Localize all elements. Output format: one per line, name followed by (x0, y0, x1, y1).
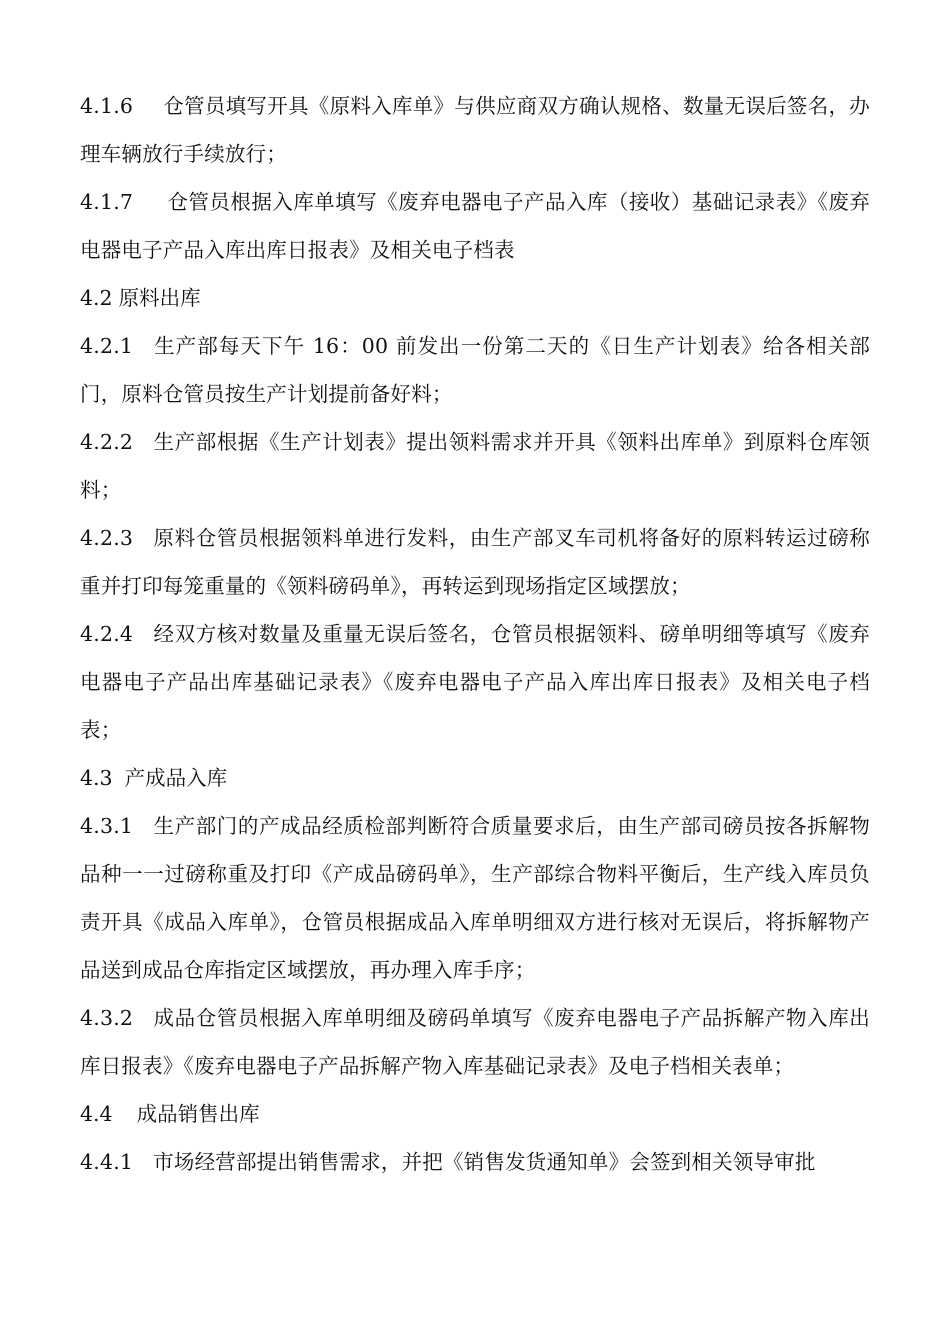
clause-number: 4.3.2 (80, 1006, 134, 1030)
clause-number: 4.2.4 (80, 622, 134, 646)
section-heading-4-2 (80, 274, 870, 322)
clause-text: 仓管员填写开具《原料入库单》与供应商双方确认规格、数量无误后签名，办理车辆放行手续放行； (80, 94, 870, 166)
clause-text: 经双方核对数量及重量无误后签名，仓管员根据领料、磅单明细等填写《废弃电器电子产品出库基础记录表》《废弃电器电子产品入库出库日报表》及相关电子档表； (80, 622, 870, 742)
paragraph-4-1-7 (80, 178, 870, 274)
clause-text: 原料仓管员根据领料单进行发料，由生产部叉车司机将备好的原料转运过磅称重并打印每笼重量的《领料磅码单》，再转运到现场指定区域摆放； (80, 526, 870, 598)
paragraph-4-2-3 (80, 514, 870, 610)
clause-text: 市场经营部提出销售需求，并把《销售发货通知单》会签到相关领导审批 (153, 1150, 816, 1174)
clause-text: 生产部每天下午 16：00 前发出一份第二天的《日生产计划表》给各相关部门，原料仓管员按生产计划提前备好料； (80, 334, 870, 406)
clause-number: 4.3.1 (80, 814, 134, 838)
section-heading-4-4 (80, 1090, 870, 1138)
clause-number: 4.1.6 (80, 94, 134, 118)
section-title: 原料出库 (118, 286, 201, 310)
clause-text: 仓管员根据入库单填写《废弃电器电子产品入库（接收）基础记录表》《废弃电器电子产品入库出库日报表》及相关电子档表 (80, 190, 870, 262)
paragraph-4-1-6 (80, 82, 870, 178)
clause-text: 成品仓管员根据入库单明细及磅码单填写《废弃电器电子产品拆解产物入库出库日报表》《废弃电器电子产品拆解产物入库基础记录表》及电子档相关表单； (80, 1006, 870, 1078)
clause-number: 4.2.3 (80, 526, 134, 550)
paragraph-4-4-1 (80, 1138, 870, 1186)
section-number: 4.2 (80, 286, 113, 310)
section-number: 4.3 (80, 766, 113, 790)
clause-number: 4.2.1 (80, 334, 134, 358)
clause-text: 生产部门的产成品经质检部判断符合质量要求后，由生产部司磅员按各拆解物品种一一过磅称重及打印《产成品磅码单》，生产部综合物料平衡后，生产线入库员负责开具《成品入库单》，仓管员根据成品入库单明细双方进行核对无误后，将拆解物产品送到成品仓库指定区域摆放，再办理入库手序； (80, 814, 870, 982)
clause-number: 4.1.7 (80, 190, 134, 214)
section-title: 产成品入库 (124, 766, 228, 790)
clause-text: 生产部根据《生产计划表》提出领料需求并开具《领料出库单》到原料仓库领料； (80, 430, 870, 502)
section-title: 成品销售出库 (136, 1102, 260, 1126)
section-number: 4.4 (80, 1102, 113, 1126)
section-heading-4-3 (80, 754, 870, 802)
paragraph-4-3-1 (80, 802, 870, 994)
paragraph-4-2-1 (80, 322, 870, 418)
document-page (80, 82, 870, 1186)
clause-number: 4.2.2 (80, 430, 134, 454)
paragraph-4-3-2 (80, 994, 870, 1090)
paragraph-4-2-2 (80, 418, 870, 514)
paragraph-4-2-4 (80, 610, 870, 754)
clause-number: 4.4.1 (80, 1150, 134, 1174)
